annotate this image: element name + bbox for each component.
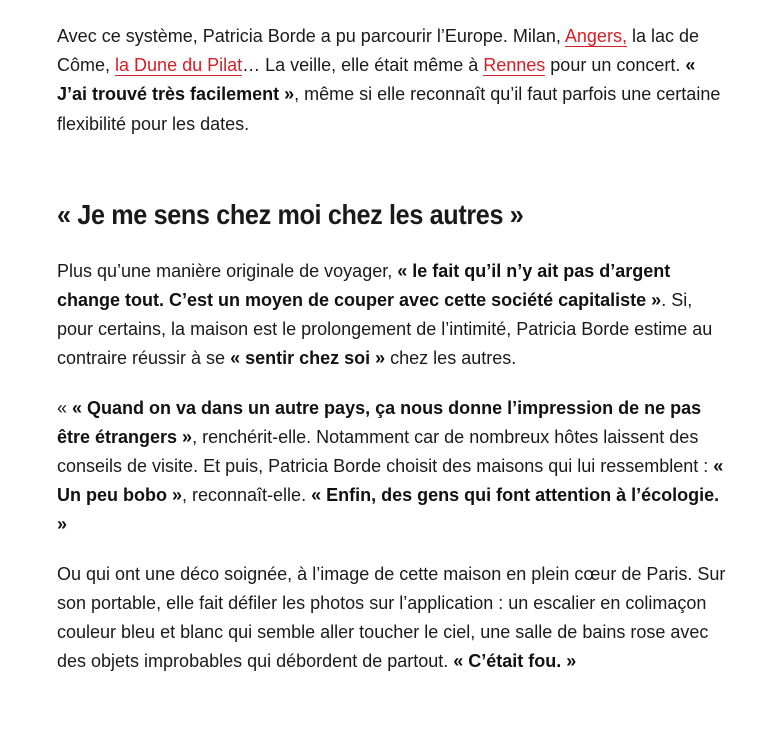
p1-quote-1: « le fait qu’il n’y ait pas d’argent change tout. C’est un moyen de couper avec cette société capitaliste » [57, 260, 671, 311]
p1-text-3: chez les autres. [385, 348, 517, 369]
p2-quote-1: « Quand on va dans un autre pays, ça nous donne l’impression de ne pas être étrangers » [57, 397, 702, 447]
section-heading: « Je me sens chez moi chez les autres » [57, 198, 524, 230]
intro-quote: « J’ai trouvé très facilement » [57, 55, 696, 105]
link-rennes[interactable]: Rennes [483, 55, 546, 76]
p1-text-1: Plus qu’une manière originale de voyager, [57, 260, 398, 281]
paragraph-2 [57, 394, 727, 540]
intro-paragraph [57, 22, 727, 139]
link-dune-du-pilat[interactable]: la Dune du Pilat [115, 55, 243, 76]
p2-text-1: « [57, 397, 73, 418]
p1-text-2: . Si, pour certains, la maison est le prolongement de l’intimité, Patricia Borde estime au contraire réussir à se [57, 290, 713, 369]
article-body [57, 22, 727, 696]
link-angers[interactable]: Angers, [564, 26, 627, 46]
p2-text-2: , renchérit-elle. Notamment car de nombreux hôtes laissent des conseils de visite. Et puis, Patricia Borde choisit des maisons qui lui ressemblent : [57, 426, 714, 477]
p3-quote-1: « C’était fou. » [453, 651, 577, 672]
intro-text-2: la lac de Côme, [57, 26, 699, 76]
paragraph-3 [57, 560, 727, 677]
intro-text-4: pour un concert. [545, 55, 686, 76]
p3-text-1: Ou qui ont une déco soignée, à l’image de cette maison en plein cœur de Paris. Sur son portable, elle fait défiler les photos sur l’application : un escalier en colimaçon couleur bleu et blanc qui semble aller toucher le ciel, une salle de bains rose avec des objets improbables qui débordent de partout. [57, 563, 726, 672]
p2-quote-3: « Enfin, des gens qui font attention à l’écologie. » [57, 485, 720, 535]
intro-text-1: Avec ce système, Patricia Borde a pu parcourir l’Europe. Milan, [57, 26, 565, 46]
p1-quote-2: « sentir chez soi » [230, 348, 386, 369]
p2-quote-2: « Un peu bobo » [57, 456, 724, 506]
intro-text-5: , même si elle reconnaît qu’il faut parfois une certaine flexibilité pour les dates. [57, 84, 721, 134]
p2-text-3: , reconnaît-elle. [182, 485, 312, 506]
intro-text-3: … La veille, elle était même à [242, 55, 484, 76]
paragraph-1 [57, 257, 727, 374]
